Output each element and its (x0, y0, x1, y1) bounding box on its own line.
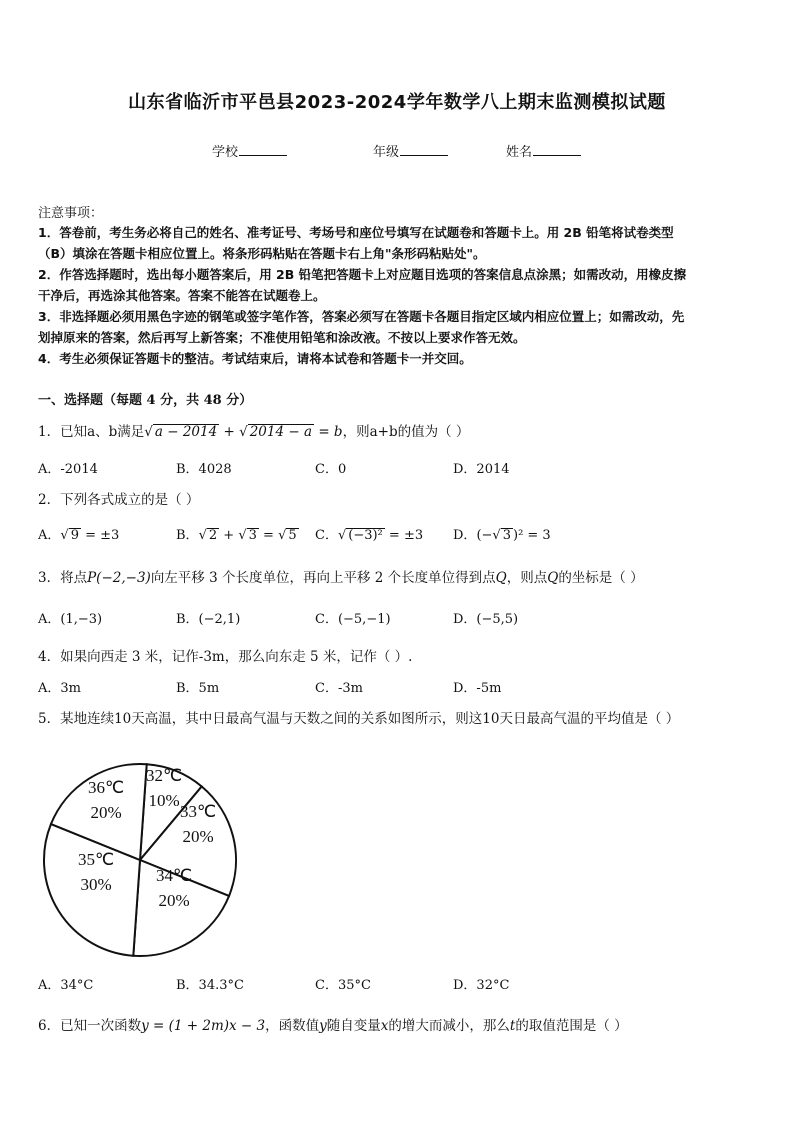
question-4: 4．如果向西走 3 米，记作-3m，那么向东走 5 米，记作（ ）. (38, 649, 413, 665)
q6-stem-mid: ，函数值 (265, 1018, 320, 1034)
question-3 (38, 566, 644, 586)
q2-option-b[interactable]: B．√ 2 + √ 3 = √ 5 (176, 528, 297, 543)
q3-stem-pre: 3．将点 (38, 570, 88, 586)
notes-heading: 注意事项： (38, 206, 104, 221)
q6-function: y = (1 + 2m)x − 3 (141, 1018, 266, 1034)
q2-b-eq: = (258, 528, 279, 543)
q1-option-c[interactable]: C．0 (315, 462, 347, 477)
pie-label-35-pct: 30% (80, 874, 112, 894)
q1-radicand-1: a − 2014 (154, 424, 218, 440)
q6-stem-mid2: 随自变量 (326, 1018, 381, 1034)
q6-var-y: y (319, 1018, 327, 1034)
q2-c-label: C． (315, 528, 338, 543)
name-blank (533, 143, 581, 156)
q3-option-b[interactable]: B．(−2,1) (176, 612, 241, 627)
q1-option-a[interactable]: A．-2014 (38, 462, 98, 477)
page-title: 山东省临沂市平邑县2023-2024学年数学八上期末监测模拟试题 (128, 92, 666, 113)
q2-option-d[interactable]: D．(−√ 3 )² = 3 (453, 528, 551, 543)
q6-var-t: t (509, 1018, 516, 1034)
pie-label-35-temp: 35℃ (78, 850, 115, 869)
q3-option-d[interactable]: D．(−5,5) (453, 612, 519, 627)
note-line: （B）填涂在答题卡相应位置上。将条形码粘贴在答题卡右上角"条形码粘贴处"。 (38, 246, 486, 261)
pie-label-34-pct: 20% (158, 890, 190, 910)
note-line: 干净后，再选涂其他答案。答案不能答在试题卷上。 (38, 288, 326, 303)
q5-option-d[interactable]: D．32°C (453, 978, 510, 993)
school-field (212, 141, 287, 160)
grade-label: 年级 (373, 145, 400, 160)
q3-option-a[interactable]: A．(1,−3) (38, 612, 103, 627)
pie-label-33 (180, 800, 216, 849)
q4-option-b[interactable]: B．5m (176, 681, 220, 696)
note-line: 4．考生必须保证答题卡的整洁。考试结束后，请将本试卷和答题卡一并交回。 (38, 351, 472, 366)
name-label: 姓名 (506, 145, 533, 160)
q1-expression: √ a − 2014 + √ 2014 − a = b (144, 424, 343, 440)
q1-equals: = b (314, 424, 343, 440)
q4-option-c[interactable]: C．-3m (315, 681, 363, 696)
note-line: 3．非选择题必须用黑色字迹的钢笔或签字笔作答，答案必须写在答题卡各题目指定区域内相应位置上；如需改动，先 (38, 309, 685, 324)
note-line: 1．答卷前，考生务必将自己的姓名、准考证号、考场号和座位号填写在试题卷和答题卡上。用 2B 铅笔将试卷类型 (38, 225, 674, 240)
q2-a-rest: = ±3 (80, 528, 120, 543)
q2-d-label: D． (453, 528, 477, 543)
q2-b-plus: + (219, 528, 239, 543)
pie-label-35 (78, 848, 114, 897)
grade-field (373, 141, 448, 160)
q6-stem-post: 的取值范围是（ ） (515, 1018, 628, 1034)
q3-point-q: Q (495, 570, 507, 586)
q2-b-radicand-1: 2 (208, 528, 218, 543)
q1-stem-pre: 1．已知a、b满足 (38, 424, 145, 440)
pie-label-33-temp: 33℃ (180, 802, 217, 821)
school-label: 学校 (212, 145, 239, 160)
q5-option-c[interactable]: C．35°C (315, 978, 371, 993)
q2-option-c[interactable]: C．√ (−3)² = ±3 (315, 528, 424, 543)
q1-option-d[interactable]: D．2014 (453, 462, 510, 477)
pie-label-32-temp: 32℃ (146, 766, 183, 785)
question-6 (38, 1014, 628, 1034)
q3-stem-mid: 向左平移 3 个长度单位，再向上平移 2 个长度单位得到点 (150, 570, 496, 586)
question-5: 5．某地连续10天高温，其中日最高气温与天数之间的关系如图所示，则这10天日最高气温的平均值是（ ） (38, 711, 680, 727)
temperature-pie-chart (40, 760, 240, 960)
q1-plus: + (219, 424, 240, 440)
q4-option-a[interactable]: A．3m (38, 681, 81, 696)
q2-c-rest: = ±3 (384, 528, 424, 543)
q2-c-radicand: (−3)² (348, 528, 383, 543)
pie-label-32-pct: 10% (148, 790, 180, 810)
q3-stem-post: 的坐标是（ ） (558, 570, 644, 586)
school-blank (239, 143, 287, 156)
q6-stem-mid3: 的增大而减小，那么 (388, 1018, 510, 1034)
q6-var-x: x (380, 1018, 389, 1034)
pie-label-34-temp: 34℃ (156, 866, 193, 885)
pie-label-36-pct: 20% (90, 802, 122, 822)
q2-d-open: (− (476, 528, 493, 543)
pie-label-36-temp: 36℃ (88, 778, 125, 797)
q1-option-b[interactable]: B．4028 (176, 462, 232, 477)
note-line: 划掉原来的答案，然后再写上新答案；不准使用铅笔和涂改液。不按以上要求作答无效。 (38, 330, 526, 345)
q1-stem-post: ，则a+b的值为（ ） (342, 424, 470, 440)
q2-b-radicand-2: 3 (248, 528, 257, 543)
q5-option-a[interactable]: A．34°C (38, 978, 94, 993)
section-heading: 一、选择题（每题 4 分，共 48 分） (38, 393, 253, 408)
pie-svg (40, 760, 240, 960)
question-1 (38, 420, 469, 440)
q3-stem-mid2: ，则点 (506, 570, 548, 586)
pie-label-33-pct: 20% (182, 826, 214, 846)
q2-b-radicand-3: 5 (288, 528, 297, 543)
grade-blank (400, 143, 448, 156)
q2-d-close: ) (512, 528, 519, 543)
note-line: 2．作答选择题时，选出每小题答案后，用 2B 铅笔把答题卡上对应题目选项的答案信息点涂黑；如需改动，用橡皮擦 (38, 267, 687, 282)
q3-point-p: P(−2,−3) (87, 570, 151, 586)
q2-a-radicand: 9 (70, 528, 79, 543)
q1-radicand-2: 2014 − a (249, 424, 313, 440)
q2-d-rest: ² = 3 (518, 528, 551, 543)
q5-option-b[interactable]: B．34.3°C (176, 978, 244, 993)
question-2: 2．下列各式成立的是（ ） (38, 492, 200, 508)
q3-point-q-2: Q (547, 570, 559, 586)
q3-option-c[interactable]: C．(−5,−1) (315, 612, 391, 627)
pie-label-32 (146, 764, 182, 813)
name-field (506, 141, 581, 160)
q4-option-d[interactable]: D．-5m (453, 681, 502, 696)
q2-b-label: B． (176, 528, 199, 543)
q2-a-label: A． (38, 528, 61, 543)
pie-label-36 (88, 776, 124, 825)
q2-d-radicand: 3 (502, 528, 511, 543)
pie-label-34 (156, 864, 192, 913)
q2-option-a[interactable]: A．√ 9 = ±3 (38, 528, 120, 543)
q6-stem-pre: 6．已知一次函数 (38, 1018, 142, 1034)
